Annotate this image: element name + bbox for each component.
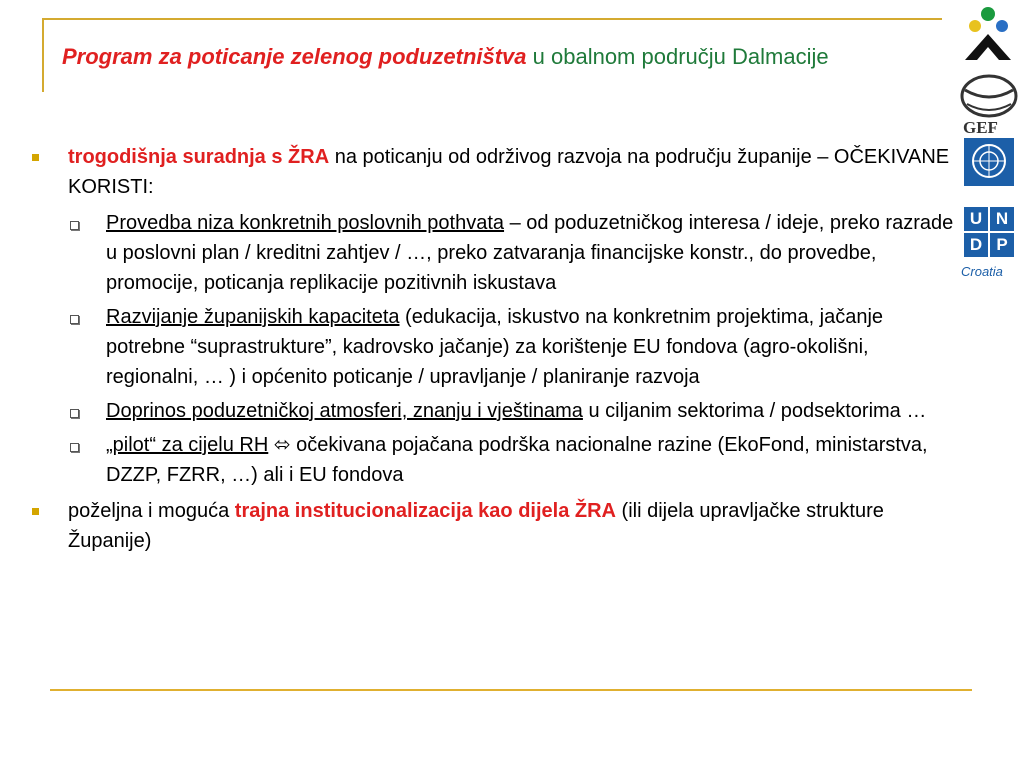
undp-letter-d: D	[964, 233, 988, 257]
frame-left-line	[42, 18, 44, 92]
bullet-1	[30, 142, 965, 202]
bullet-2-pre: poželjna i moguća	[68, 500, 235, 522]
sub-bullet-1-heading: Provedba niza konkretnih poslovnih pothvata	[106, 212, 505, 234]
hollow-square-bullet-icon	[70, 315, 79, 324]
sub-bullet-4	[30, 430, 965, 490]
bottom-divider	[50, 689, 972, 691]
logo-column	[955, 0, 1024, 290]
sub-bullet-3	[30, 396, 965, 426]
slide-content	[30, 142, 965, 562]
sub-bullet-1	[30, 208, 965, 298]
sub-bullet-2-text: (edukacija, iskustvo na konkretnim projektima, jačanje potrebne “suprastrukture”, kadrovsko jačanje) za korištenje EU fondova (agro-okolišni, regionalni, … ) i općenito poticanje / upravljanje / planiranje razvoja	[106, 306, 884, 388]
croatia-label: Croatia	[961, 264, 1003, 279]
sub-bullet-1-text: – od poduzetničkog interesa / ideje, preko razrade u poslovni plan / kreditni zahtjev / …, preko zatvaranja financijske konstr., do provedbe, promocije, poticanja replikacije pozitivnih iskustava	[106, 212, 954, 294]
frame-top-line	[42, 18, 942, 20]
sub-bullet-2-heading: Razvijanje županijskih kapaciteta	[106, 306, 400, 328]
gef-label: GEF	[963, 118, 998, 137]
bullet-2	[30, 496, 965, 556]
hollow-square-bullet-icon	[70, 409, 79, 418]
title-emphasis: Program za poticanje zelenog poduzetništva	[62, 44, 527, 69]
title-rest: u obalnom području Dalmacije	[526, 44, 829, 69]
square-bullet-icon	[32, 508, 39, 515]
square-bullet-icon	[32, 154, 39, 161]
bullet-2-highlight: trajna institucionalizacija kao dijela ŽRA	[234, 500, 616, 522]
undp-letter-u: U	[964, 207, 988, 231]
sub-bullet-4-text: ⬄ očekivana pojačana podrška nacionalne razine (EkoFond, ministarstva, DZZP, FZRR, …) ali i EU fondova	[106, 434, 928, 486]
bullet-1-text: na poticanju od održivog razvoja na području županije – OČEKIVANE KORISTI:	[68, 146, 950, 198]
hollow-square-bullet-icon	[70, 221, 79, 230]
sub-bullet-3-heading: Doprinos poduzetničkoj atmosferi, znanju i vještinama	[106, 400, 583, 422]
undp-letter-p: P	[990, 233, 1014, 257]
undp-letter-n: N	[990, 207, 1014, 231]
gef-globe-icon	[955, 72, 1024, 122]
slide-title	[62, 40, 952, 74]
sub-bullet-4-heading: „pilot“ za cijelu RH	[106, 434, 269, 456]
hollow-square-bullet-icon	[70, 443, 79, 452]
bullet-1-highlight: trogodišnja suradnja s ŽRA	[68, 146, 330, 168]
un-emblem-icon	[964, 138, 1014, 186]
sub-bullet-3-text: u ciljanim sektorima / podsektorima …	[582, 400, 927, 422]
bullet-2-text: (ili dijela upravljačke strukture Županije)	[68, 500, 884, 552]
sub-bullet-2	[30, 302, 965, 392]
decorative-people-logo-icon	[955, 0, 1024, 70]
